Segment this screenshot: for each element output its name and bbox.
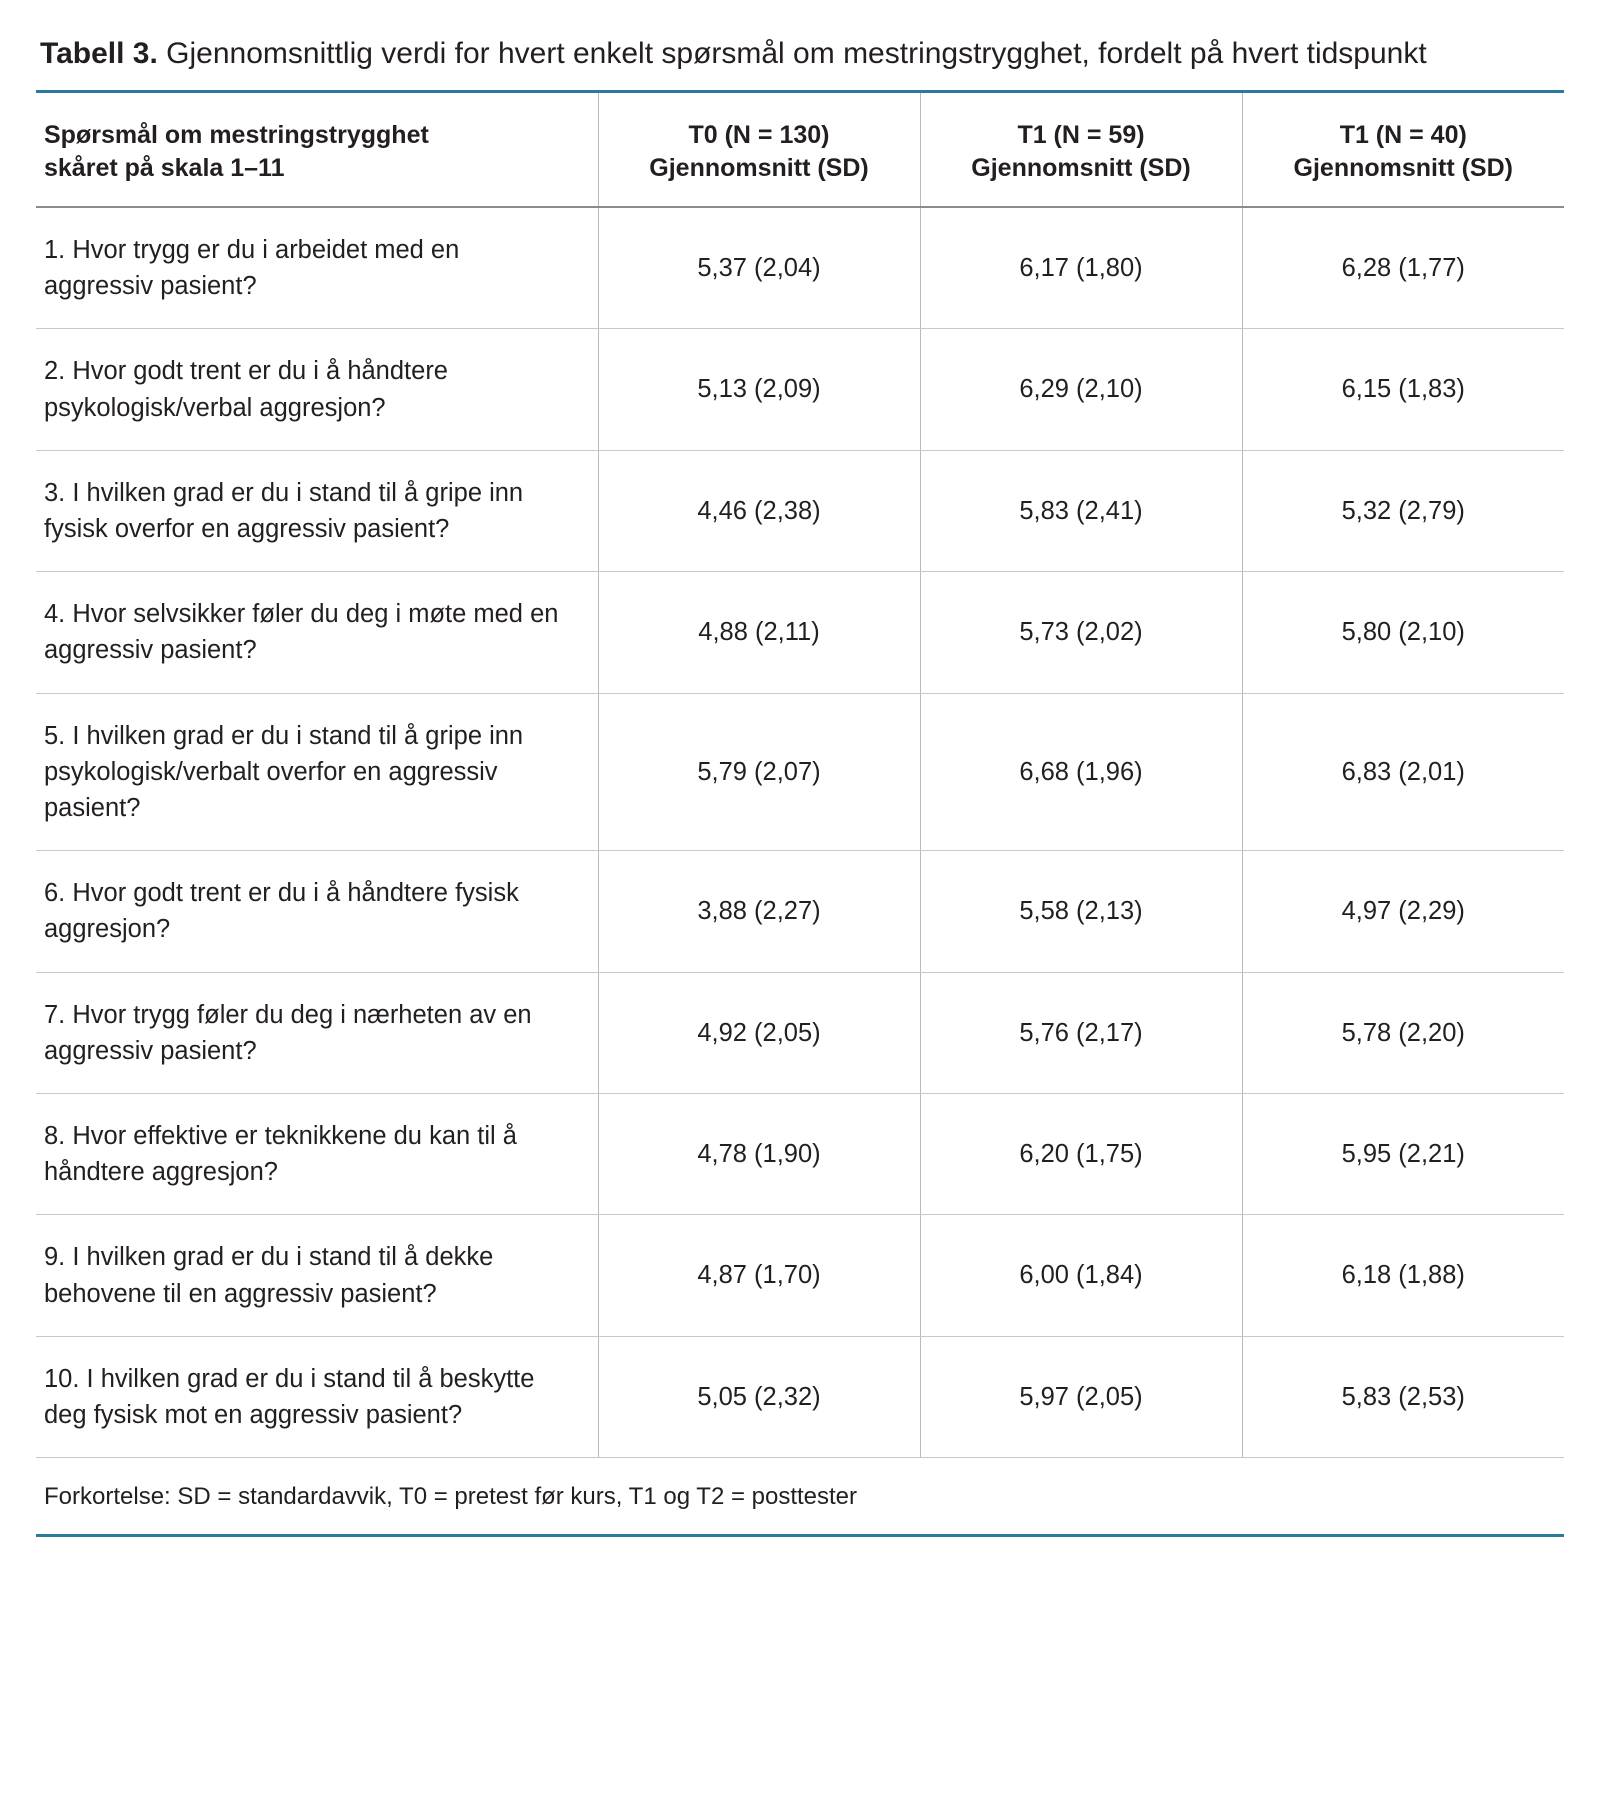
column-header-t2-line1: T1 (N = 40) [1339,120,1467,149]
table-row [36,972,1564,1093]
column-header-t1-line1: T1 (N = 59) [1017,120,1145,149]
row-value-t0: 5,13 (2,09) [598,329,920,450]
header-row [36,93,1564,207]
caption-label: Tabell 3. [40,37,158,70]
table-row [36,1093,1564,1214]
column-header-t1 [920,93,1242,207]
row-value-t2: 6,83 (2,01) [1242,693,1564,851]
table-row [36,693,1564,851]
row-question: 7. Hvor trygg føler du deg i nærheten av en aggressiv pasient? [36,972,598,1093]
caption-text: Gjennomsnittlig verdi for hvert enkelt spørsmål om mestringstrygghet, fordelt på hvert tidspunkt [157,37,1427,70]
table-body [36,207,1564,1458]
row-value-t1: 5,73 (2,02) [920,572,1242,693]
row-value-t1: 6,17 (1,80) [920,207,1242,329]
row-question: 9. I hvilken grad er du i stand til å dekke behovene til en aggressiv pasient? [36,1215,598,1336]
row-value-t1: 6,68 (1,96) [920,693,1242,851]
row-value-t1: 6,29 (2,10) [920,329,1242,450]
row-value-t2: 6,15 (1,83) [1242,329,1564,450]
row-value-t0: 4,46 (2,38) [598,450,920,571]
row-value-t1: 5,76 (2,17) [920,972,1242,1093]
table-row [36,1215,1564,1336]
row-value-t0: 5,37 (2,04) [598,207,920,329]
row-value-t0: 5,05 (2,32) [598,1336,920,1457]
column-header-t0-line1: T0 (N = 130) [688,120,830,149]
row-value-t1: 5,97 (2,05) [920,1336,1242,1457]
row-question: 4. Hvor selvsikker føler du deg i møte med en aggressiv pasient? [36,572,598,693]
row-value-t2: 6,28 (1,77) [1242,207,1564,329]
table-caption [36,34,1564,74]
row-value-t1: 6,00 (1,84) [920,1215,1242,1336]
row-question: 1. Hvor trygg er du i arbeidet med en aggressiv pasient? [36,207,598,329]
column-header-t2 [1242,93,1564,207]
column-header-t0 [598,93,920,207]
row-value-t2: 5,83 (2,53) [1242,1336,1564,1457]
column-header-question [36,93,598,207]
table-row [36,851,1564,972]
row-value-t2: 5,78 (2,20) [1242,972,1564,1093]
table-bottom-divider [36,1534,1564,1537]
row-question: 5. I hvilken grad er du i stand til å gripe inn psykologisk/verbalt overfor en aggressiv pasient? [36,693,598,851]
row-value-t2: 5,32 (2,79) [1242,450,1564,571]
table-row [36,572,1564,693]
row-value-t2: 6,18 (1,88) [1242,1215,1564,1336]
table-row [36,207,1564,329]
row-value-t2: 5,80 (2,10) [1242,572,1564,693]
row-question: 3. I hvilken grad er du i stand til å gripe inn fysisk overfor en aggressiv pasient? [36,450,598,571]
row-question: 6. Hvor godt trent er du i å håndtere fysisk aggresjon? [36,851,598,972]
column-header-t2-line2: Gjennomsnitt (SD) [1293,154,1513,183]
table-footnote: Forkortelse: SD = standardavvik, T0 = pretest før kurs, T1 og T2 = posttester [44,1483,858,1511]
table-row [36,1336,1564,1457]
table-row [36,450,1564,571]
row-question: 10. I hvilken grad er du i stand til å beskytte deg fysisk mot en aggressiv pasient? [36,1336,598,1457]
table-row [36,329,1564,450]
row-value-t0: 4,87 (1,70) [598,1215,920,1336]
row-value-t0: 4,78 (1,90) [598,1093,920,1214]
row-value-t0: 5,79 (2,07) [598,693,920,851]
row-value-t1: 5,58 (2,13) [920,851,1242,972]
results-table [36,93,1564,1458]
row-value-t2: 4,97 (2,29) [1242,851,1564,972]
row-value-t2: 5,95 (2,21) [1242,1093,1564,1214]
row-value-t0: 3,88 (2,27) [598,851,920,972]
column-header-t0-line2: Gjennomsnitt (SD) [649,154,869,183]
table-header [36,93,1564,207]
column-header-t1-line2: Gjennomsnitt (SD) [971,154,1191,183]
column-header-question-line2: skåret på skala 1–11 [44,154,285,183]
row-value-t1: 5,83 (2,41) [920,450,1242,571]
row-value-t0: 4,92 (2,05) [598,972,920,1093]
row-question: 8. Hvor effektive er teknikkene du kan til å håndtere aggresjon? [36,1093,598,1214]
column-header-question-line1: Spørsmål om mestringstrygghet [44,120,429,149]
row-value-t1: 6,20 (1,75) [920,1093,1242,1214]
row-value-t0: 4,88 (2,11) [598,572,920,693]
row-question: 2. Hvor godt trent er du i å håndtere psykologisk/verbal aggresjon? [36,329,598,450]
